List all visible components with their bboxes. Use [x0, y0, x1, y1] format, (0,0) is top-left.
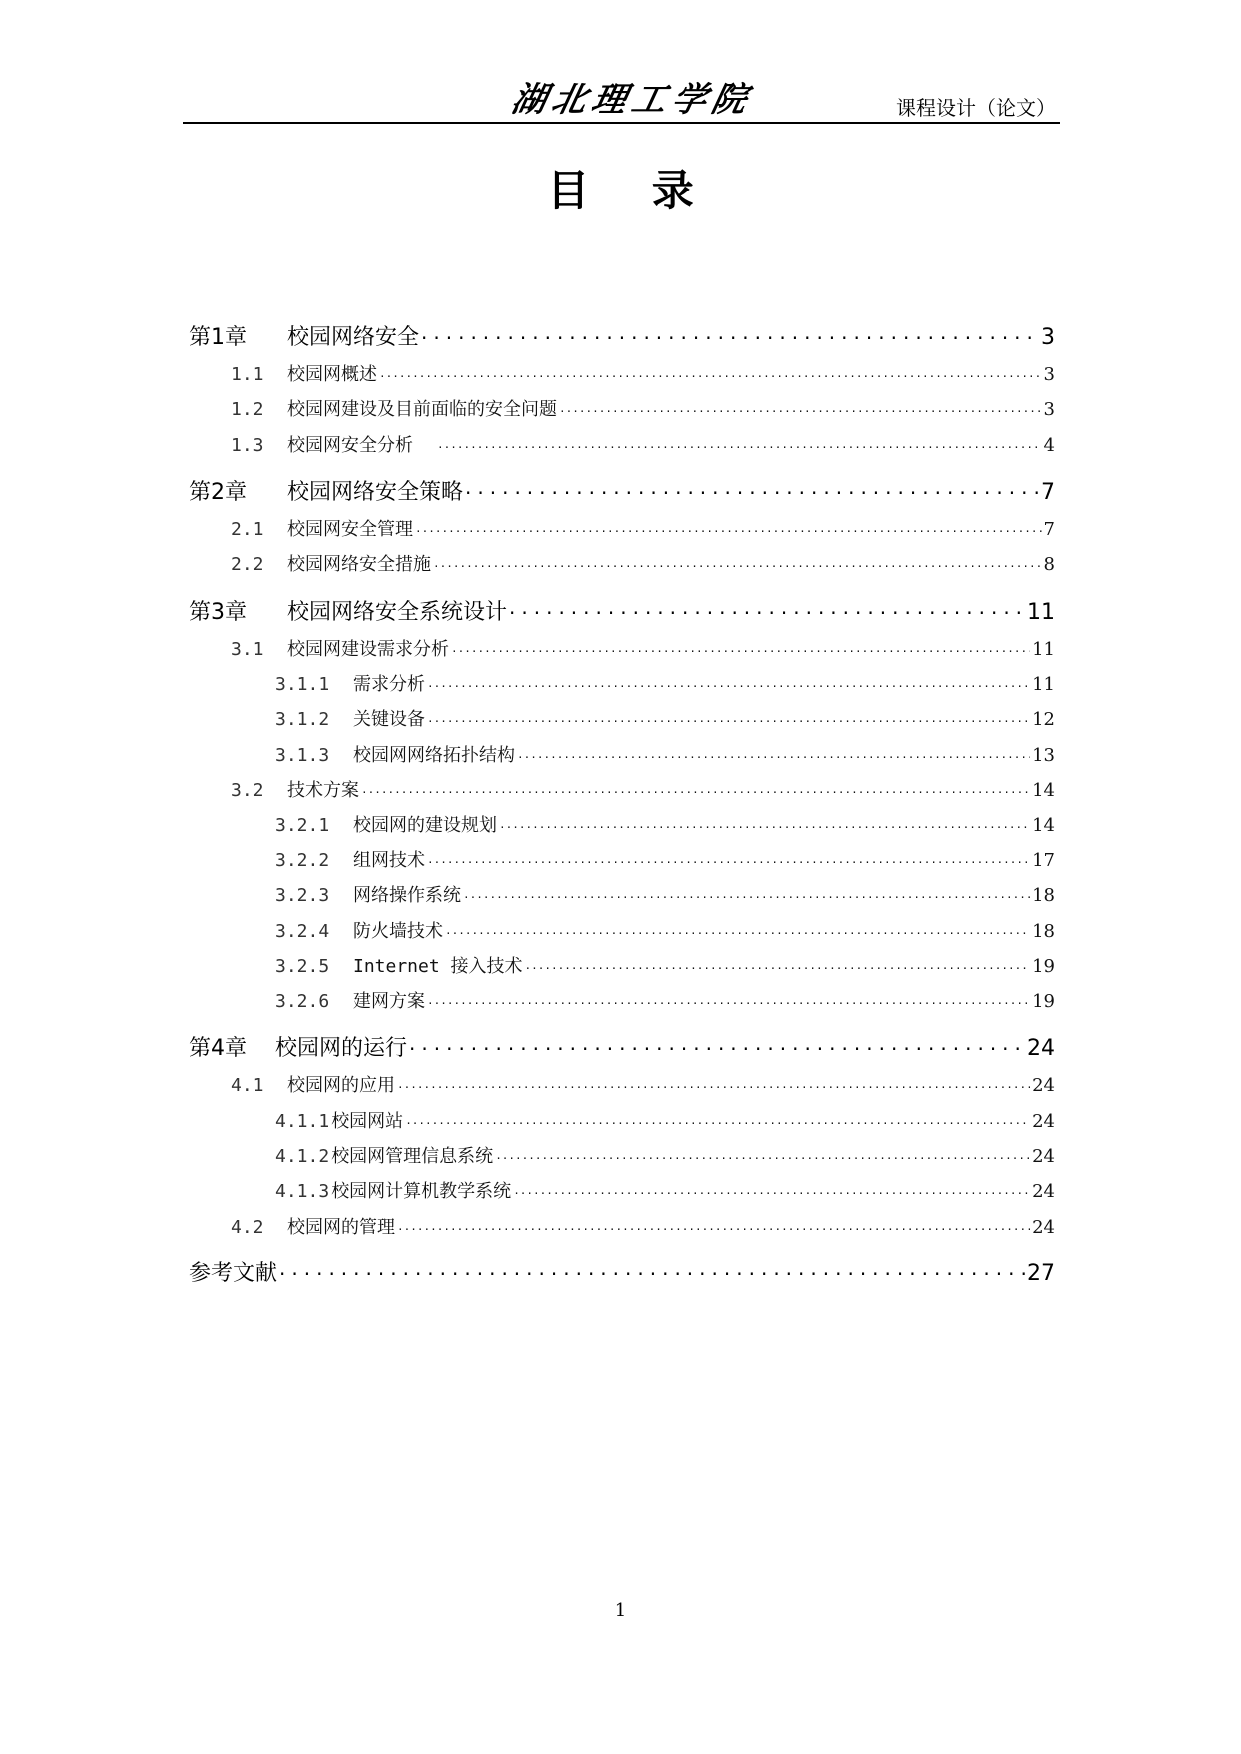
toc-entry-page: 12 — [1032, 709, 1055, 730]
toc-entry[interactable] — [189, 1256, 1055, 1286]
toc-entry-page: 4 — [1043, 435, 1055, 456]
toc-entry-number: 3.2.1 — [275, 815, 330, 836]
toc-entry[interactable] — [189, 1031, 1055, 1061]
toc-entry-title: 校园网概述 — [287, 364, 377, 385]
toc-entry[interactable] — [275, 1177, 1055, 1203]
toc-leader — [415, 517, 1042, 535]
header-doc-type: 课程设计（论文） — [896, 96, 1056, 120]
toc-entry-page: 11 — [1032, 639, 1055, 660]
toc-entry-number: 3.1.2 — [275, 709, 330, 730]
toc-entry-number: 4.1 — [231, 1075, 264, 1096]
toc-entry-number: 第1章 — [189, 325, 247, 350]
toc-entry[interactable] — [275, 811, 1055, 837]
toc-leader — [379, 362, 1042, 380]
toc-entry-title: 校园网安全管理 — [287, 519, 413, 540]
toc-leader — [409, 1033, 1025, 1055]
toc-leader — [405, 1109, 1030, 1127]
toc-entry[interactable] — [231, 1213, 1055, 1239]
toc-leader — [397, 1073, 1030, 1091]
toc-entry-page: 24 — [1032, 1111, 1055, 1132]
toc-leader — [433, 552, 1042, 570]
toc-entry-title: 校园网的建设规划 — [353, 815, 497, 836]
toc-entry-number: 1.3 — [231, 435, 264, 456]
toc-entry-title: 校园网络安全措施 — [287, 554, 431, 575]
toc-leader — [427, 707, 1030, 725]
toc-entry-title: 校园网计算机教学系统 — [331, 1181, 512, 1202]
toc-entry-page: 11 — [1032, 674, 1055, 695]
toc-entry-page: 18 — [1032, 885, 1055, 906]
toc-entry-number: 4.2 — [231, 1217, 264, 1238]
toc-entry-page: 24 — [1032, 1075, 1055, 1096]
toc-entry[interactable] — [231, 515, 1055, 541]
toc-entry[interactable] — [275, 1142, 1055, 1168]
toc-entry-title: 校园网网络拓扑结构 — [353, 745, 515, 766]
toc-entry-number: 1.1 — [231, 364, 264, 385]
toc-entry-number: 2.1 — [231, 519, 264, 540]
toc-leader — [421, 322, 1039, 344]
toc-entry-page: 19 — [1032, 956, 1055, 977]
toc-entry-page: 18 — [1032, 921, 1055, 942]
toc-leader — [513, 1179, 1030, 1197]
toc-entry-title: 技术方案 — [287, 780, 359, 801]
toc-leader — [525, 954, 1031, 972]
toc-entry-number: 3.1 — [231, 639, 264, 660]
toc-entry-page: 7 — [1043, 519, 1055, 540]
toc-leader — [517, 743, 1030, 761]
toc-entry-page: 3 — [1043, 399, 1055, 420]
toc-entry-page: 17 — [1032, 850, 1055, 871]
toc-entry[interactable] — [231, 635, 1055, 661]
toc-entry-title: 校园网的运行 — [275, 1036, 408, 1061]
toc-leader — [279, 1258, 1025, 1280]
toc-entry-title: 组网技术 — [353, 850, 425, 871]
toc-entry-title: 校园网络安全系统设计 — [287, 600, 508, 625]
toc-entry-page: 24 — [1032, 1217, 1055, 1238]
toc-entry-page: 7 — [1041, 480, 1055, 505]
toc-leader — [451, 637, 1030, 655]
toc-entry-title: 网络操作系统 — [353, 885, 461, 906]
toc-entry-number: 4.1.2 — [275, 1146, 330, 1167]
toc-entry[interactable] — [275, 917, 1055, 943]
toc-entry[interactable] — [189, 475, 1055, 505]
toc-entry-title: 校园网建设及目前面临的安全问题 — [287, 399, 557, 420]
toc-entry[interactable] — [189, 320, 1055, 350]
toc-leader — [427, 672, 1030, 690]
toc-entry-page: 11 — [1027, 600, 1055, 625]
toc-entry-number: 3.2.2 — [275, 850, 330, 871]
toc-entry-page: 14 — [1032, 780, 1055, 801]
toc-entry-title: 校园网管理信息系统 — [331, 1146, 494, 1167]
toc-entry[interactable] — [275, 705, 1055, 731]
toc-entry-number: 4.1.3 — [275, 1181, 330, 1202]
page-title: 目 录 — [547, 166, 718, 215]
toc-leader — [397, 1215, 1030, 1233]
toc-entry-page: 8 — [1043, 554, 1055, 575]
toc-entry-page: 14 — [1032, 815, 1055, 836]
toc-entry-title: 参考文献 — [189, 1261, 278, 1286]
toc-entry[interactable] — [231, 395, 1055, 421]
toc-entry-number: 4.1.1 — [275, 1111, 330, 1132]
toc-entry[interactable] — [231, 550, 1055, 576]
toc-entry-title: 防火墙技术 — [353, 921, 443, 942]
toc-entry-number: 2.2 — [231, 554, 264, 575]
toc-leader — [427, 848, 1030, 866]
toc-leader — [437, 433, 1042, 451]
toc-entry[interactable] — [275, 1107, 1055, 1133]
toc-entry-page: 3 — [1043, 364, 1055, 385]
toc-entry-number: 第2章 — [189, 480, 247, 505]
toc-entry-title: 校园网安全分析 — [287, 435, 413, 456]
toc-entry-title: 校园网站 — [331, 1111, 404, 1132]
toc-entry-title: 校园网络安全策略 — [287, 480, 464, 505]
toc-leader — [559, 397, 1042, 415]
toc-entry-number: 第4章 — [189, 1036, 247, 1061]
toc-entry[interactable] — [275, 670, 1055, 696]
toc-entry-page: 24 — [1032, 1146, 1055, 1167]
toc-entry[interactable] — [189, 595, 1055, 625]
toc-entry-number: 3.2.6 — [275, 991, 330, 1012]
toc-entry-number: 第3章 — [189, 600, 247, 625]
toc-leader — [499, 813, 1030, 831]
toc-entry-number: 3.2.4 — [275, 921, 330, 942]
toc-entry[interactable] — [231, 360, 1055, 386]
toc-entry-page: 13 — [1032, 745, 1055, 766]
toc-entry[interactable] — [275, 881, 1055, 907]
toc-entry-title: 校园网的应用 — [287, 1075, 395, 1096]
toc-leader — [361, 778, 1030, 796]
toc-entry[interactable] — [275, 987, 1055, 1013]
toc-entry-number: 3.1.3 — [275, 745, 330, 766]
toc-entry[interactable] — [275, 741, 1055, 767]
toc-leader — [427, 989, 1030, 1007]
toc-entry-page: 27 — [1027, 1261, 1055, 1286]
toc-entry-title: 需求分析 — [353, 674, 425, 695]
toc-leader — [495, 1144, 1030, 1162]
toc-entry-title: 校园网络安全 — [287, 325, 420, 350]
toc-entry-page: 24 — [1032, 1181, 1055, 1202]
toc-entry[interactable] — [275, 952, 1055, 978]
toc-leader — [509, 597, 1025, 619]
toc-entry-number: 3.2.5 — [275, 956, 330, 977]
toc-entry-number: 3.2 — [231, 780, 264, 801]
toc-entry-page: 3 — [1041, 325, 1055, 350]
toc-entry[interactable] — [231, 1071, 1055, 1097]
toc-entry-number: 3.2.3 — [275, 885, 330, 906]
toc-entry-page: 24 — [1027, 1036, 1055, 1061]
toc-entry-title: 建网方案 — [353, 991, 425, 1012]
toc-entry-title: Internet 接入技术 — [353, 956, 523, 977]
toc-entry[interactable] — [275, 846, 1055, 872]
toc-entry-title: 关键设备 — [353, 709, 425, 730]
university-logo: 湖北理工学院 — [508, 80, 757, 120]
page-header — [183, 64, 1060, 124]
toc-entry-page: 19 — [1032, 991, 1055, 1012]
toc-leader — [463, 883, 1030, 901]
toc-entry-number: 1.2 — [231, 399, 264, 420]
toc-entry-title: 校园网的管理 — [287, 1217, 395, 1238]
toc-entry[interactable] — [231, 776, 1055, 802]
toc-leader — [465, 477, 1039, 499]
toc-entry-title: 校园网建设需求分析 — [287, 639, 449, 660]
toc-leader — [445, 919, 1030, 937]
page-number: 1 — [614, 1600, 627, 1621]
toc-entry[interactable] — [231, 431, 1055, 457]
toc-entry-number: 3.1.1 — [275, 674, 330, 695]
